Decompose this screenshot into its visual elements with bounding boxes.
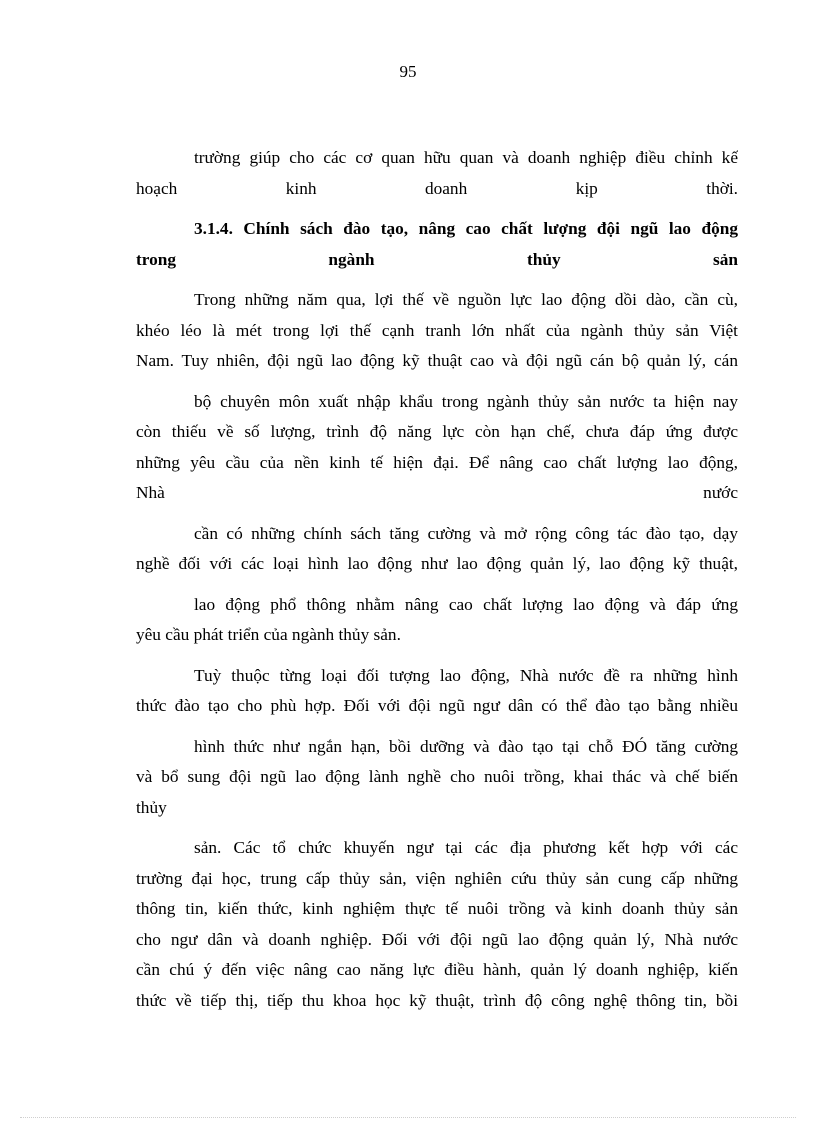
paragraph xyxy=(136,143,738,204)
document-body xyxy=(136,143,738,1016)
section-heading xyxy=(136,214,738,275)
text-line: thông tin, kiến thức, kinh nghiệm thực tế nuôi trồng và kinh doanh thủy sản xyxy=(136,899,738,918)
paragraph-gap xyxy=(136,377,738,387)
text-line: cho ngư dân và doanh nghiệp. Đối với đội ngũ lao động quản lý, Nhà nước xyxy=(136,929,738,949)
text-line: khéo léo là mét trong lợi thế cạnh tranh lớn nhất của ngành thủy sản Việt xyxy=(136,320,738,340)
text-line: lao động phổ thông nhằm nâng cao chất lượng lao động và đáp ứng xyxy=(194,594,738,614)
text-line: còn thiếu về số lượng, trình độ năng lực còn hạn chế, chưa đáp ứng được xyxy=(136,422,738,441)
page-number: 95 xyxy=(399,62,417,81)
paragraph xyxy=(136,285,738,377)
text-line: sản. Các tổ chức khuyến ngư tại các địa phương kết hợp với các xyxy=(194,838,738,857)
text-line: trường đại học, trung cấp thủy sản, viện nghiên cứu thủy sản cung cấp những xyxy=(136,868,738,888)
paragraph xyxy=(136,387,738,509)
text-line: hoạch kinh doanh kịp thời. xyxy=(136,178,738,198)
text-line: trường giúp cho các cơ quan hữu quan và doanh nghiệp điều chỉnh kế xyxy=(194,148,738,167)
paragraph xyxy=(136,661,738,722)
paragraph xyxy=(136,833,738,1016)
text-line: hình thức như ngắn hạn, bồi dưỡng và đào tạo tại chỗ ĐÓ tăng cường xyxy=(194,736,738,756)
text-line: và bổ sung đội ngũ lao động lành nghề cho nuôi trồng, khai thác và chế biến xyxy=(136,767,738,786)
text-line: thức đào tạo cho phù hợp. Đối với đội ngũ ngư dân có thể đào tạo bằng nhiều xyxy=(136,696,738,715)
paragraph xyxy=(136,732,738,824)
text-line: Tuỳ thuộc từng loại đối tượng lao động, Nhà nước đề ra những hình xyxy=(194,665,738,685)
paragraph-gap xyxy=(136,823,738,833)
paragraph-gap xyxy=(136,509,738,519)
paragraph xyxy=(136,590,738,651)
paragraph-gap xyxy=(136,722,738,732)
page-bottom-divider xyxy=(20,1117,796,1118)
text-line: cần chú ý đến việc nâng cao năng lực điều hành, quản lý doanh nghiệp, kiến xyxy=(136,960,738,979)
text-line: Nhà nước xyxy=(136,483,738,502)
text-line: bộ chuyên môn xuất nhập khẩu trong ngành thủy sản nước ta hiện nay xyxy=(194,391,738,411)
text-line: trong ngành thủy sản xyxy=(136,249,738,269)
text-line: Trong những năm qua, lợi thế về nguồn lực lao động dồi dào, cần cù, xyxy=(194,290,738,309)
text-line: những yêu cầu của nền kinh tế hiện đại. Để nâng cao chất lượng lao động, xyxy=(136,452,738,472)
text-line: nghề đối với các loại hình lao động như lao động quản lý, lao động kỹ thuật, xyxy=(136,554,738,573)
paragraph-gap xyxy=(136,275,738,285)
paragraph-gap xyxy=(136,651,738,661)
text-line: cần có những chính sách tăng cường và mở rộng công tác đào tạo, dạy xyxy=(194,523,738,543)
text-line: 3.1.4. Chính sách đào tạo, nâng cao chất lượng đội ngũ lao động xyxy=(194,219,738,238)
paragraph xyxy=(136,519,738,580)
text-line: Nam. Tuy nhiên, đội ngũ lao động kỹ thuật cao và đội ngũ cán bộ quản lý, cán xyxy=(136,351,738,370)
text-line: thức về tiếp thị, tiếp thu khoa học kỹ thuật, trình độ công nghệ thông tin, bồi xyxy=(136,990,738,1010)
paragraph-gap xyxy=(136,580,738,590)
paragraph-gap xyxy=(136,204,738,214)
text-line: thủy xyxy=(136,797,167,817)
text-line: yêu cầu phát triển của ngành thủy sản. xyxy=(136,625,401,644)
